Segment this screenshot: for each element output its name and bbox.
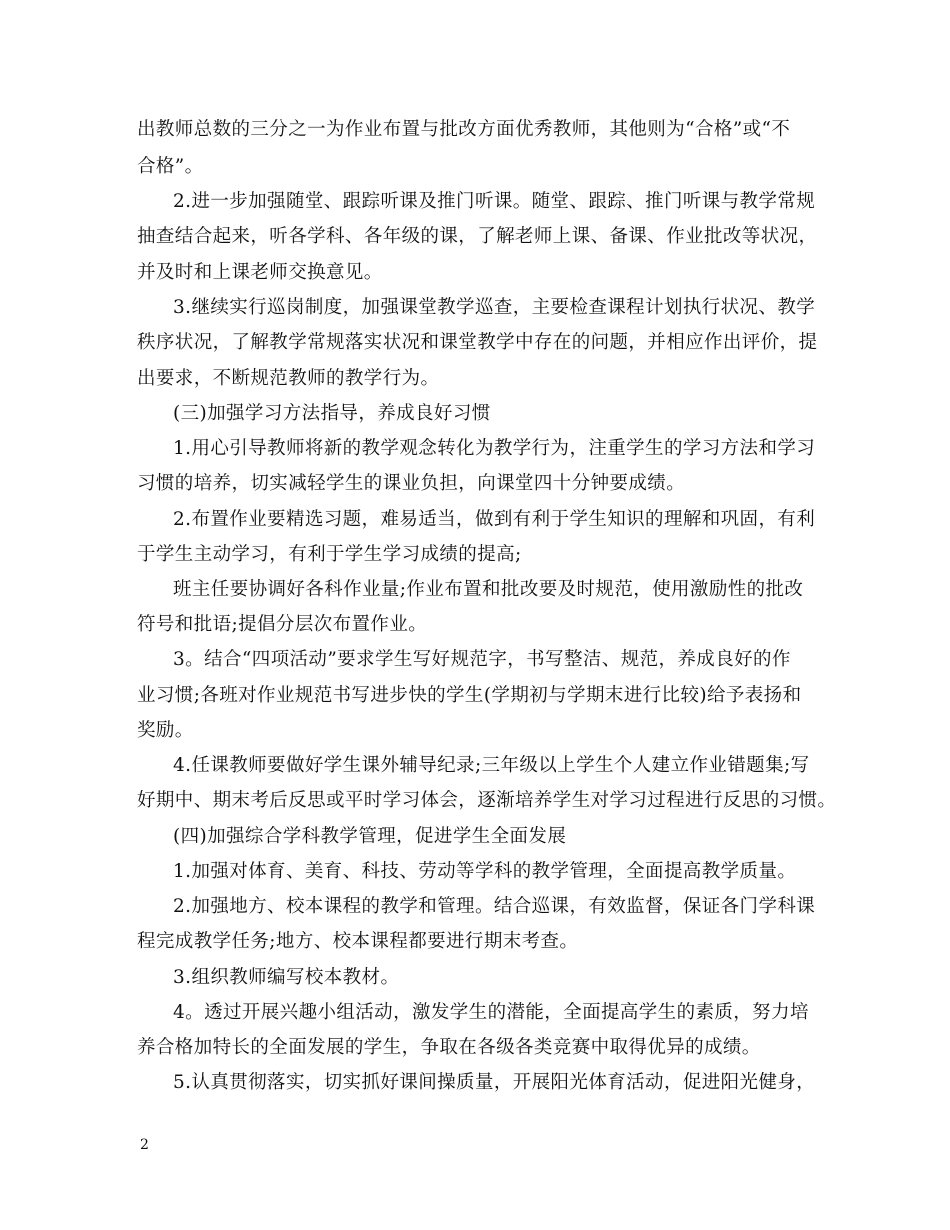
text-line: 好期中、期末考后反思或平时学习体会，逐渐培养学生对学习过程进行反思的习惯。	[137, 790, 837, 811]
text-line: 出要求，不断规范教师的教学行为。	[137, 368, 440, 389]
text-line: 奖励。	[137, 720, 194, 741]
text-line: 1.加强对体育、美育、科技、劳动等学科的教学管理，全面提高教学质量。	[173, 861, 797, 882]
text-line: 习惯的培养，切实减轻学生的课业负担，向课堂四十分钟要成绩。	[137, 473, 686, 494]
text-line: 业习惯;各班对作业规范书写进步快的学生(学期初与学期末进行比较)给予表扬和	[137, 685, 802, 706]
text-line: 抽查结合起来，听各学科、各年级的课，了解老师上课、备课、作业批改等状况，	[137, 226, 818, 247]
text-line: 程完成教学任务;地方、校本课程都要进行期末考查。	[137, 931, 579, 952]
text-line: 2.进一步加强随堂、跟踪听课及推门听课。随堂、跟踪、推门听课与教学常规	[173, 191, 816, 212]
text-line: 3。结合“四项活动”要求学生写好规范字，书写整洁、规范，养成良好的作	[173, 649, 791, 670]
text-line: 于学生主动学习，有利于学生学习成绩的提高;	[137, 544, 522, 565]
text-line: 并及时和上课老师交换意见。	[137, 262, 383, 283]
text-line: 3.组织教师编写校本教材。	[173, 967, 400, 988]
text-line: 班主任要协调好各科作业量;作业布置和批改要及时规范，使用激励性的批改	[173, 579, 804, 600]
text-line: 1.用心引导教师将新的教学观念转化为教学行为，注重学生的学习方法和学习	[173, 438, 816, 459]
text-line: 养合格加特长的全面发展的学生，争取在各级各类竞赛中取得优异的成绩。	[137, 1037, 761, 1058]
text-line: 2.布置作业要精选习题，难易适当，做到有利于学生知识的理解和巩固，有利	[173, 509, 816, 530]
text-line: 符号和批语;提倡分层次布置作业。	[137, 614, 428, 635]
text-line: 秩序状况，了解教学常规落实状况和课堂教学中存在的问题，并相应作出评价，提	[137, 332, 818, 353]
text-line: 4.任课教师要做好学生课外辅导纪录;三年级以上学生个人建立作业错题集;写	[173, 755, 810, 776]
page-number: 2	[140, 1137, 149, 1153]
text-line: 出教师总数的三分之一为作业布置与批改方面优秀教师，其他则为“合格”或“不	[137, 119, 791, 140]
text-line: 5.认真贯彻落实，切实抓好课间操质量，开展阳光体育活动，促进阳光健身，	[173, 1072, 816, 1093]
text-line: 合格”。	[137, 156, 204, 177]
section-heading: (四)加强综合学科教学管理，促进学生全面发展	[173, 826, 567, 847]
text-line: 2.加强地方、校本课程的教学和管理。结合巡课，有效监督，保证各门学科课	[173, 896, 816, 917]
section-heading: (三)加强学习方法指导，养成良好习惯	[173, 403, 491, 424]
text-line: 3.继续实行巡岗制度，加强课堂教学巡查，主要检查课程计划执行状况、教学	[173, 297, 816, 318]
text-line: 4。透过开展兴趣小组活动，激发学生的潜能，全面提高学生的素质，努力培	[173, 1002, 809, 1023]
